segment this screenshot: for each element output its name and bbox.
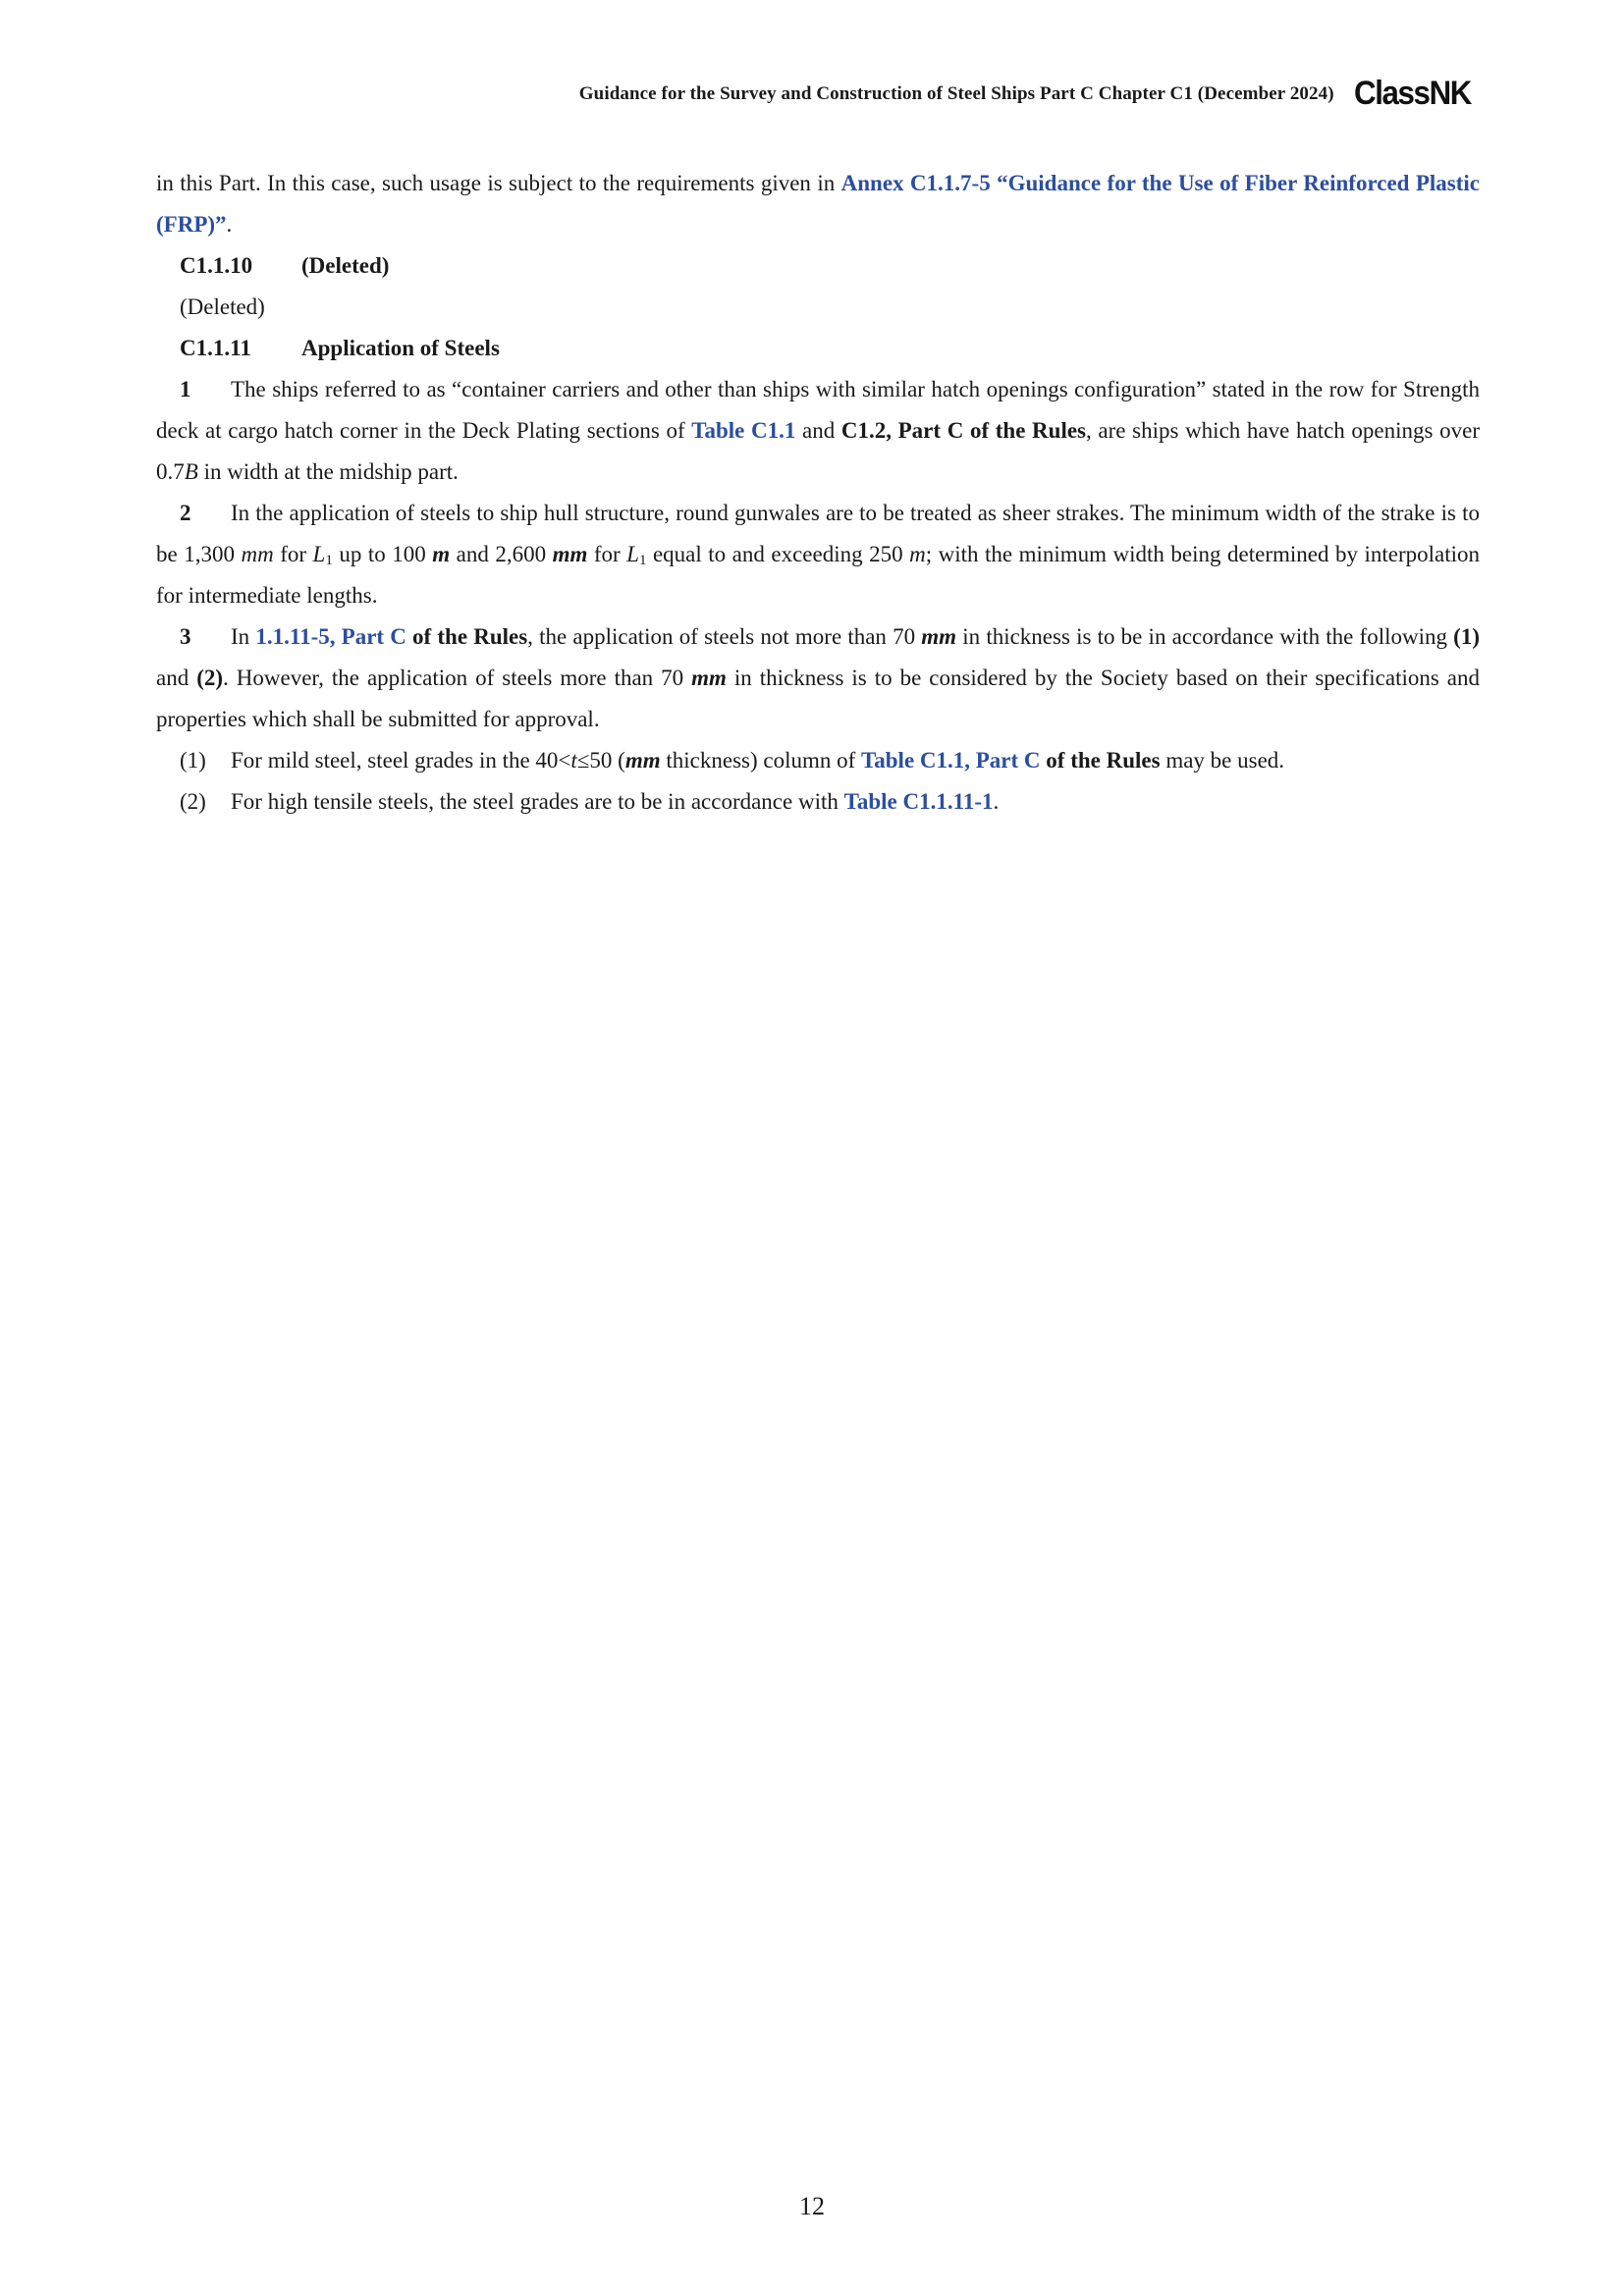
unit-mm: mm: [241, 542, 274, 566]
text: .: [993, 789, 1000, 814]
item-ref-2: (2): [196, 666, 224, 690]
page-header: [579, 75, 1481, 113]
subscript: 1: [638, 553, 647, 568]
variable-l: L: [312, 542, 326, 566]
unit-mm: mm: [624, 748, 661, 773]
variable-t: t: [570, 748, 577, 773]
section-heading-c1110: [156, 245, 1480, 287]
text: In the application of steels to ship hull structure, round gunwales are to be treated as sheer strakes. The minimum width of the strake is to be 1,300: [156, 501, 1480, 566]
rules-reference: of the Rules: [1040, 748, 1161, 773]
unit-mm: mm: [552, 542, 588, 566]
unit-m: m: [432, 542, 451, 566]
text: in width at the midship part.: [197, 459, 459, 484]
text: and 2,600: [450, 542, 553, 566]
text: equal to and exceeding 250: [646, 542, 910, 566]
intro-paragraph: [156, 163, 1480, 245]
page-number: 12: [799, 2192, 825, 2220]
item-ref-1: (1): [1453, 624, 1480, 649]
text: For high tensile steels, the steel grades are to be in accordance with: [231, 789, 844, 814]
list-item-1: [156, 740, 1480, 781]
text: For mild steel, steel grades in the 40<: [231, 748, 571, 773]
paragraph-1: [156, 369, 1480, 493]
section-title: (Deleted): [301, 253, 390, 278]
text: The ships referred to as “container carriers and other than ships with similar hatch openings configuration” stated in the row for Strength deck at cargo hatch corner in the Deck Plating sections of: [156, 377, 1480, 443]
intro-text: in this Part. In this case, such usage is subject to the requirements given in: [156, 171, 841, 195]
table-c1-1-11-1-link[interactable]: Table C1.1.11-1: [843, 789, 994, 814]
unit-mm: mm: [691, 666, 727, 690]
section-number: C1.1.11: [180, 336, 251, 360]
rule-1-1-11-5-link[interactable]: 1.1.11-5, Part C: [255, 624, 406, 649]
classnk-logo: ClassNK: [1353, 75, 1471, 112]
text: . However, the application of steels more than 70: [223, 666, 692, 690]
text: ; with the minimum width being determined by interpolation for intermediate lengths.: [156, 542, 1481, 608]
subscript: 1: [325, 553, 333, 568]
variable-l: L: [626, 542, 639, 566]
text: in thickness is to be in accordance with the following: [956, 624, 1454, 649]
text: may be used.: [1160, 748, 1285, 773]
text: and: [156, 666, 197, 690]
unit-mm: mm: [921, 624, 957, 649]
text: in thickness is to be considered by the Society based on their specifications and properties which shall be submitted for approval.: [156, 666, 1481, 731]
text: ≤50 (: [576, 748, 625, 773]
table-c11-link[interactable]: Table C1.1: [691, 418, 796, 443]
table-c11-part-c-link[interactable]: Table C1.1, Part C: [861, 748, 1041, 773]
variable-b: B: [184, 459, 198, 484]
text: up to 100: [332, 542, 433, 566]
section-title: Application of Steels: [301, 336, 500, 360]
list-number: (2): [180, 789, 206, 814]
section-number: C1.1.10: [180, 253, 253, 278]
text: for: [587, 542, 627, 566]
paragraph-3: [156, 616, 1480, 740]
text: for: [273, 542, 313, 566]
text: In: [231, 624, 256, 649]
text: and: [795, 418, 841, 443]
header-title: Guidance for the Survey and Construction of Steel Ships Part C Chapter C1 (December 2024): [578, 82, 1334, 104]
paragraph-2: [156, 493, 1480, 616]
paragraph-number: 1: [180, 377, 191, 401]
text: , are ships which have hatch openings over 0.7: [156, 418, 1480, 484]
rules-reference: of the Rules: [406, 624, 528, 649]
rules-reference: C1.2, Part C of the Rules: [840, 418, 1087, 443]
section-heading-c1111: [156, 328, 1480, 369]
paragraph-number: 3: [180, 624, 191, 649]
annex-link[interactable]: Annex C1.1.7-5 “Guidance for the Use of Fiber Reinforced Plastic (FRP)”: [156, 171, 1480, 237]
text: , the application of steels not more than 70: [527, 624, 922, 649]
paragraph-number: 2: [180, 501, 191, 525]
intro-text-end: .: [226, 212, 233, 237]
section-body-c1110: (Deleted): [180, 294, 265, 319]
unit-m: m: [909, 542, 926, 566]
document-body: [156, 163, 1480, 823]
text: thickness) column of: [660, 748, 862, 773]
list-number: (1): [180, 748, 206, 773]
list-item-2: [156, 781, 1480, 823]
